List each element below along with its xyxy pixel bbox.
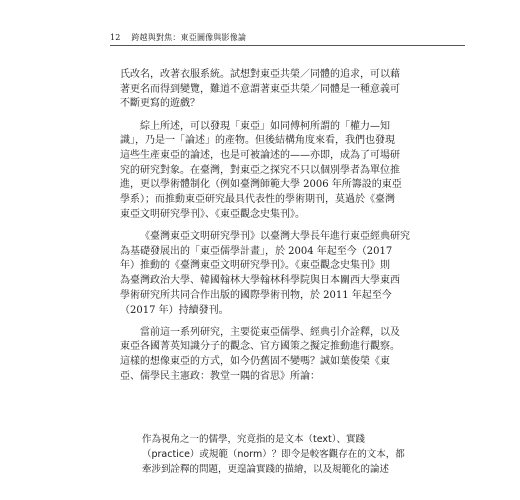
block-quote (142, 432, 468, 477)
text-line: 究的研究對象。在臺灣，對東亞之探究不只以個別學者為單位推 (120, 164, 400, 176)
text-line: 學術研究所共同合作出版的國際學術刊物，於 2011 年起至今 (120, 289, 392, 301)
text-line: 為基礎發展出的「東亞儒學計畫」，於 2004 年起至今（2017 (120, 245, 393, 257)
text-line: （2017 年）持續發刊。 (120, 304, 229, 316)
text-line: 亞、儒學民主憲政：教堂一隅的省思》所論： (120, 370, 320, 382)
header-divider (110, 45, 465, 46)
quote-line: 作為視角之一的儒學，究竟指的是文本（text）、實踐 (142, 434, 366, 445)
text-line: 著更名而得到變覽，難道不意謂著東亞共榮／同體是一種意義可 (120, 83, 400, 95)
text-line: 為臺灣政治大學、韓國翰林大學翰林科學院與日本關西大學東西 (120, 275, 400, 287)
quote-line: （practice）或規範（norm）？即令是較客觀存在的文本，都 (142, 449, 405, 460)
text-line: 進，更以學術體制化（例如臺灣師範大學 2006 年所籌設的東亞 (120, 179, 402, 191)
text-line: 學系）；而推動東亞研究最具代表性的學術期刊，莫過於《臺灣 (120, 194, 395, 206)
text-line: 《臺灣東亞文明研究學刊》以臺灣大學長年進行東亞經典研究 (140, 231, 410, 243)
paragraph (120, 120, 468, 223)
text-line: 綜上所述，可以發現「東亞」如同傅柯所謂的「權力—知 (140, 120, 390, 132)
text-line: 當前這一系列研究，主要從東亞儒學、經典引介詮釋，以及 (140, 326, 400, 338)
text-line: 年）推動的《臺灣東亞文明研究學刊》。《東亞觀念史集刊》則 (120, 260, 390, 272)
running-title: 跨越與對焦：東亞圖像與影像論 (131, 33, 247, 42)
text-line: 東亞各國菁英知識分子的觀念、官方國策之擬定推動進行觀察。 (120, 341, 400, 353)
text-line: 氏改名，改著衣服系統。試想對東亞共榮／同體的追求，可以藉 (120, 69, 400, 80)
running-header (110, 32, 246, 43)
text-line: 東亞文明研究學刊》、《東亞觀念史集刊》。 (120, 208, 305, 220)
body-text (120, 68, 468, 392)
paragraph (120, 68, 468, 112)
page-number: 12 (110, 33, 121, 42)
quote-line: 牽涉到詮釋的問題，更遑論實踐的描繪，以及規範化的論述 (142, 464, 390, 475)
paragraph (120, 230, 468, 318)
paragraph (120, 326, 468, 385)
text-line: 這些生產東亞的論述，也是可被論述的——亦即，成為了可場研 (120, 150, 400, 162)
text-line: 這樣的想像東亞的方式，如今仍舊固不變嗎？誠如葉俊榮《東 (120, 356, 390, 368)
text-line: 識」，乃是一「論述」的產物。但後結構角度來看，我們也發現 (120, 135, 395, 147)
text-line: 不斷更寫的遊戲？ (120, 98, 200, 110)
